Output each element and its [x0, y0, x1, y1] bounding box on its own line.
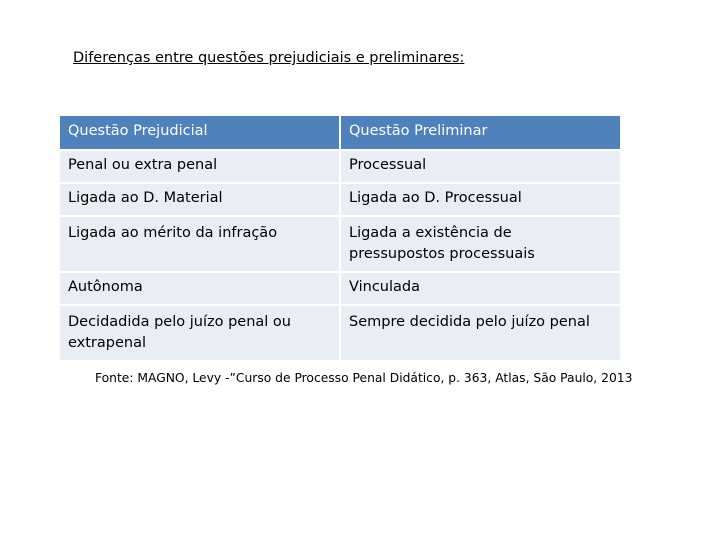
header-preliminar: Questão Preliminar — [341, 116, 620, 151]
table-cell: Processual — [341, 151, 620, 184]
header-prejudicial: Questão Prejudicial — [60, 116, 341, 151]
table-cell: Ligada ao D. Processual — [341, 184, 620, 217]
table-row — [60, 184, 620, 217]
table-row — [60, 151, 620, 184]
table-row — [60, 273, 620, 306]
page-title: Diferenças entre questões prejudiciais e preliminares: — [73, 50, 465, 66]
table-cell: Penal ou extra penal — [60, 151, 341, 184]
table-cell: Decidadida pelo juízo penal ou extrapenal — [60, 306, 341, 362]
table-cell: Ligada ao mérito da infração — [60, 217, 341, 273]
table-cell: Vinculada — [341, 273, 620, 306]
table-cell: Sempre decidida pelo juízo penal — [341, 306, 620, 362]
table-cell: Ligada a existência de pressupostos processuais — [341, 217, 620, 273]
table-row — [60, 306, 620, 362]
table-header-row — [60, 116, 620, 151]
source-citation: Fonte: MAGNO, Levy -”Curso de Processo Penal Didático, p. 363, Atlas, São Paulo, 2013 — [95, 371, 633, 385]
table-row — [60, 217, 620, 273]
table-cell: Autônoma — [60, 273, 341, 306]
comparison-table-container — [60, 116, 620, 362]
table-cell: Ligada ao D. Material — [60, 184, 341, 217]
comparison-table — [60, 116, 620, 362]
